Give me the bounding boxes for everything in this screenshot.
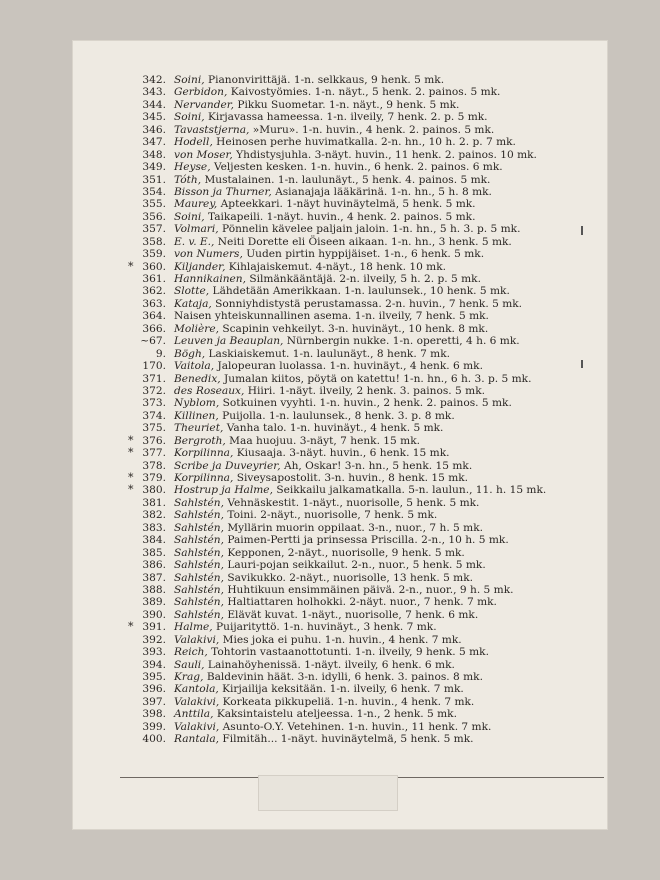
entry-details: Jumalan kiitos, pöytä on katettu! 1-n. hn., 6 h. 3. p. 5 mk. — [220, 372, 532, 385]
entry-text — [174, 310, 489, 322]
list-item — [72, 696, 608, 708]
entry-number: 373. — [142, 397, 166, 410]
list-item — [72, 323, 608, 335]
list-item — [72, 124, 608, 136]
entry-author: Sahlstén, — [174, 496, 224, 509]
list-item — [72, 186, 608, 198]
entry-text — [174, 385, 485, 397]
entry-text — [174, 659, 455, 671]
entry-text — [174, 447, 450, 459]
entry-author: Nervander, — [174, 98, 235, 111]
list-item — [72, 621, 608, 633]
entry-number: 398. — [142, 708, 166, 721]
entry-details: Yhdistysjuhla. 3-näyt. huvin., 11 henk. 2. painos. 10 mk. — [232, 148, 537, 161]
entry-number: 397. — [142, 695, 166, 708]
entry-number: 354. — [142, 185, 166, 198]
entry-text — [174, 373, 531, 385]
list-item — [72, 683, 608, 695]
list-item — [72, 522, 608, 534]
entry-details: Heinosen perhe huvimatkalla. 2-n. hn., 10 h. 2. p. 7 mk. — [212, 136, 516, 149]
list-item — [72, 161, 608, 173]
entry-author: Hannikainen, — [174, 273, 246, 285]
entry-details: Lähdetään Amerikkaan. 1-n. laulunsek., 10 henk. 5 mk. — [209, 285, 510, 298]
entry-details: Neiti Dorette eli Öiseen aikaan. 1-n. hn., 3 henk. 5 mk. — [214, 235, 512, 248]
entry-text — [174, 323, 488, 335]
list-item — [72, 149, 608, 161]
entry-author: Gerbidon, — [174, 86, 228, 99]
entry-details: Kihlajaiskemut. 4-näyt., 18 henk. 10 mk. — [225, 260, 447, 273]
entry-details: Sonniyhdistystä perustamassa. 2-n. huvin., 7 henk. 5 mk. — [211, 297, 523, 310]
list-item — [72, 174, 608, 186]
list-item — [72, 584, 608, 596]
entry-author: Anttila, — [174, 708, 214, 721]
entry-number: 346. — [142, 123, 166, 136]
entry-number: ~67. — [140, 335, 166, 348]
list-item — [72, 373, 608, 385]
list-item — [72, 646, 608, 658]
entry-author: Slotte, — [174, 285, 210, 298]
entry-number: 347. — [142, 136, 166, 149]
list-item — [72, 335, 608, 347]
list-item — [72, 733, 608, 745]
star-mark: * — [128, 483, 134, 497]
entry-text — [174, 584, 514, 596]
list-item — [72, 223, 608, 235]
entry-text — [174, 248, 484, 260]
entry-text — [174, 422, 443, 434]
entry-text — [174, 634, 462, 646]
entry-text — [174, 534, 509, 546]
entry-author: Sahlstén, — [174, 583, 224, 596]
entry-author: Soini, — [174, 210, 205, 223]
list-item — [72, 659, 608, 671]
entry-text — [174, 621, 437, 633]
entry-author: Vaitola, — [174, 360, 215, 373]
entry-details: Tohtorin vastaanottotunti. 1-n. ilveily, 9 henk. 5 mk. — [207, 646, 489, 659]
entry-text — [174, 497, 479, 509]
entry-number: 356. — [142, 210, 166, 223]
list-item — [72, 572, 608, 584]
list-item — [72, 136, 608, 148]
catalog-page — [72, 40, 608, 830]
entry-number: 9. — [155, 347, 166, 360]
entry-details: Pianonvirittäjä. 1-n. selkkaus, 9 henk. 5 mk. — [204, 74, 445, 86]
entry-author: Krag, — [174, 671, 204, 683]
entry-author: Soini, — [174, 111, 205, 124]
entry-text — [174, 733, 474, 745]
entry-number: 384. — [142, 534, 166, 547]
list-item — [72, 447, 608, 459]
entry-details: Naisen yhteiskunnallinen asema. 1-n. ilveily, 7 henk. 5 mk. — [174, 310, 489, 323]
list-item — [72, 534, 608, 546]
entry-number: 355. — [142, 198, 166, 211]
entry-text — [174, 124, 494, 136]
entry-author: Molière, — [174, 322, 219, 335]
entry-number: 358. — [142, 235, 166, 248]
paper-sticker — [258, 775, 398, 811]
entry-text — [174, 721, 491, 733]
entry-details: Seikkailu jalkamatkalla. 5-n. laulun., 11. h. 15 mk. — [272, 484, 547, 497]
entry-text — [174, 86, 500, 98]
entry-author: von Moser, — [174, 148, 233, 161]
entry-number: 363. — [142, 297, 166, 310]
entry-details: Elävät kuvat. 1-näyt., nuorisolle, 7 henk. 6 mk. — [223, 608, 479, 621]
list-item — [72, 211, 608, 223]
entry-details: »Muru». 1-n. huvin., 4 henk. 2. painos. 5 mk. — [249, 123, 495, 136]
list-item — [72, 99, 608, 111]
entry-number: 343. — [142, 86, 166, 99]
entry-author: Sauli, — [174, 658, 205, 671]
entry-text — [174, 285, 510, 297]
entry-details: Mustalainen. 1-n. laulunäyt., 5 henk. 4. painos. 5 mk. — [201, 173, 491, 186]
entry-text — [174, 136, 516, 148]
entry-details: Mies joka ei puhu. 1-n. huvin., 4 henk. 7 mk. — [219, 633, 462, 646]
entry-author: von Numers, — [174, 248, 243, 261]
entry-author: Volmari, — [174, 223, 219, 236]
list-item — [72, 310, 608, 322]
entry-text — [174, 609, 478, 621]
entry-number: 393. — [142, 646, 166, 659]
entry-number: 379. — [142, 472, 166, 484]
entry-text — [174, 547, 465, 559]
entry-details: Myllärin muorin oppilaat. 3-n., nuor., 7 h. 5 mk. — [223, 521, 483, 534]
entry-details: Kaivostyömies. 1-n. näyt., 5 henk. 2. painos. 5 mk. — [227, 86, 501, 99]
entry-author: Heyse, — [174, 161, 211, 174]
entry-text — [174, 696, 474, 708]
entry-author: Valakivi, — [174, 720, 220, 733]
star-mark: * — [128, 433, 134, 447]
list-item — [72, 198, 608, 210]
entry-details: Pikku Suometar. 1-n. näyt., 9 henk. 5 mk. — [234, 98, 460, 111]
entry-number: 381. — [142, 496, 166, 509]
list-item — [72, 634, 608, 646]
entry-text — [174, 460, 472, 472]
entry-text — [174, 522, 483, 534]
entry-text — [174, 708, 457, 720]
entry-details: Hiiri. 1-näyt. ilveily, 2 henk. 3. painos. 5 mk. — [244, 384, 485, 397]
entry-author: Kiljander, — [174, 260, 226, 273]
entry-author: Valakivi, — [174, 695, 220, 708]
list-item — [72, 708, 608, 720]
entry-author: Kataja, — [174, 297, 212, 310]
entry-number: 362. — [142, 285, 166, 298]
entry-details: Scapinin vehkeilyt. 3-n. huvinäyt., 10 henk. 8 mk. — [218, 322, 489, 335]
entry-text — [174, 572, 473, 584]
list-item — [72, 609, 608, 621]
entry-details: Vanha talo. 1-n. huvinäyt., 4 henk. 5 mk. — [223, 422, 444, 435]
entry-details: Vehnäskestit. 1-näyt., nuorisolle, 5 henk. 5 mk. — [223, 496, 480, 509]
list-item — [72, 472, 608, 484]
star-mark: * — [128, 471, 134, 484]
list-item — [72, 422, 608, 434]
entry-number: 391. — [142, 621, 166, 634]
entry-author: Sahlstén, — [174, 608, 224, 621]
list-item — [72, 261, 608, 273]
list-item — [72, 385, 608, 397]
entry-text — [174, 335, 520, 347]
entry-details: Sotkuinen vyyhti. 1-n. huvin., 2 henk. 2. painos. 5 mk. — [219, 397, 512, 410]
entry-author: Killinen, — [174, 409, 219, 422]
entry-number: 377. — [142, 447, 166, 460]
entry-number: 395. — [142, 671, 166, 683]
list-item — [72, 721, 608, 733]
entry-details: Nürnbergin nukke. 1-n. operetti, 4 h. 6 mk. — [283, 335, 520, 348]
entry-author: Soini, — [174, 74, 205, 86]
entry-text — [174, 683, 464, 695]
entry-text — [174, 149, 537, 161]
entry-author: Kantola, — [174, 683, 219, 696]
list-item — [72, 460, 608, 472]
entry-number: 351. — [142, 173, 166, 186]
list-item — [72, 509, 608, 521]
entry-details: Puijarityttö. 1-n. huvinäyt., 3 henk. 7 mk. — [212, 621, 437, 634]
entry-text — [174, 298, 522, 310]
entry-details: Ah, Oskar! 3-n. hn., 5 henk. 15 mk. — [280, 459, 473, 472]
entry-number: 345. — [142, 111, 166, 124]
entry-details: Filmitäh... 1-näyt. huvinäytelmä, 5 henk. 5 mk. — [219, 733, 474, 746]
entry-text — [174, 161, 503, 173]
entry-details: Savikukko. 2-näyt., nuorisolle, 13 henk. 5 mk. — [223, 571, 474, 584]
entry-number: 383. — [142, 521, 166, 534]
entry-number: 359. — [142, 248, 166, 261]
entry-text — [174, 186, 492, 198]
entry-details: Kaksintaistelu ateljeessa. 1-n., 2 henk. 5 mk. — [213, 708, 457, 721]
entry-number: 390. — [142, 608, 166, 621]
entry-details: Baldevinin häät. 3-n. idylli, 6 henk. 3. painos. 8 mk. — [203, 671, 483, 683]
entry-number: 380. — [142, 484, 166, 497]
play-list — [72, 74, 608, 746]
entry-number: 382. — [142, 509, 166, 522]
entry-details: Korkeata pikkupeliä. 1-n. huvin., 4 henk. 7 mk. — [219, 695, 475, 708]
entry-text — [174, 472, 468, 484]
list-item — [72, 111, 608, 123]
entry-number: 378. — [142, 459, 166, 472]
entry-text — [174, 671, 483, 683]
entry-number: 372. — [142, 384, 166, 397]
entry-author: E. v. E., — [174, 235, 215, 248]
entry-author: Sahlstén, — [174, 559, 224, 572]
entry-details: Apteekkari. 1-näyt huvinäytelmä, 5 henk. 5 mk. — [217, 198, 476, 211]
list-item — [72, 410, 608, 422]
entry-details: Laskiaiskemut. 1-n. laulunäyt., 8 henk. 7 mk. — [205, 347, 451, 360]
list-item — [72, 248, 608, 260]
entry-details: Puijolla. 1-n. laulunsek., 8 henk. 3. p. 8 mk. — [218, 409, 455, 422]
entry-author: Theuriet, — [174, 422, 224, 435]
entry-number: 360. — [142, 260, 166, 273]
entry-number: 361. — [142, 273, 166, 285]
entry-details: Lainahöyhenissä. 1-näyt. ilveily, 6 henk. 6 mk. — [204, 658, 455, 671]
entry-number: 342. — [142, 74, 166, 86]
entry-text — [174, 484, 546, 496]
entry-number: 399. — [142, 720, 166, 733]
entry-details: Taikapeili. 1-näyt. huvin., 4 henk. 2. painos. 5 mk. — [204, 210, 476, 223]
entry-number: 357. — [142, 223, 166, 236]
entry-author: Hostrup ja Halme, — [174, 484, 273, 497]
entry-number: 374. — [142, 409, 166, 422]
entry-author: Leuven ja Beauplan, — [174, 335, 284, 348]
entry-details: Silmänkääntäjä. 2-n. ilveily, 5 h. 2. p. 5 mk. — [246, 273, 481, 285]
entry-number: 386. — [142, 559, 166, 572]
list-item — [72, 547, 608, 559]
list-item — [72, 484, 608, 496]
entry-text — [174, 236, 512, 248]
list-item — [72, 497, 608, 509]
entry-text — [174, 198, 476, 210]
entry-text — [174, 410, 455, 422]
entry-author: Hodell, — [174, 136, 213, 149]
star-mark: * — [128, 620, 134, 634]
entry-details: Paimen-Pertti ja prinsessa Priscilla. 2-n., 10 h. 5 mk. — [223, 534, 509, 547]
entry-number: 364. — [142, 310, 166, 323]
list-item — [72, 273, 608, 285]
entry-text — [174, 360, 483, 372]
entry-author: Sahlstén, — [174, 546, 224, 559]
list-item — [72, 671, 608, 683]
entry-text — [174, 74, 444, 86]
entry-text — [174, 559, 486, 571]
entry-text — [174, 174, 490, 186]
entry-details: Siveysapostolit. 3-n. huvin., 8 henk. 15 mk. — [233, 472, 469, 484]
entry-text — [174, 435, 420, 447]
list-item — [72, 86, 608, 98]
entry-details: Kirjailija keksitään. 1-n. ilveily, 6 henk. 7 mk. — [218, 683, 464, 696]
entry-details: Toini. 2-näyt., nuorisolle, 7 henk. 5 mk. — [223, 509, 438, 522]
entry-author: Tóth, — [174, 173, 202, 186]
entry-author: Bisson ja Thurner, — [174, 185, 272, 198]
entry-author: Sahlstén, — [174, 571, 224, 584]
entry-author: Korpilinna, — [174, 472, 234, 484]
entry-author: Halme, — [174, 621, 213, 634]
list-item — [72, 348, 608, 360]
entry-text — [174, 509, 437, 521]
entry-text — [174, 111, 488, 123]
entry-text — [174, 646, 489, 658]
entry-number: 344. — [142, 98, 166, 111]
entry-number: 170. — [142, 360, 166, 373]
entry-details: Maa huojuu. 3-näyt, 7 henk. 15 mk. — [225, 434, 420, 447]
star-mark: * — [128, 259, 134, 273]
entry-author: des Roseaux, — [174, 384, 245, 397]
entry-text — [174, 223, 520, 235]
entry-number: 400. — [142, 733, 166, 746]
entry-number: 349. — [142, 161, 166, 174]
entry-number: 371. — [142, 372, 166, 385]
entry-number: 389. — [142, 596, 166, 609]
entry-author: Sahlstén, — [174, 534, 224, 547]
entry-number: 375. — [142, 422, 166, 435]
entry-author: Sahlstén, — [174, 596, 224, 609]
entry-number: 396. — [142, 683, 166, 696]
entry-text — [174, 397, 512, 409]
list-item — [72, 360, 608, 372]
list-item — [72, 236, 608, 248]
entry-number: 366. — [142, 322, 166, 335]
entry-author: Nyblom, — [174, 397, 220, 410]
list-item — [72, 397, 608, 409]
entry-number: 392. — [142, 633, 166, 646]
list-item — [72, 596, 608, 608]
entry-details: Kiusaaja. 3-näyt. huvin., 6 henk. 15 mk. — [233, 447, 450, 460]
entry-author: Rantala, — [174, 733, 220, 746]
entry-text — [174, 348, 450, 360]
margin-mark — [581, 226, 583, 235]
star-mark: * — [128, 446, 134, 460]
entry-number: 348. — [142, 148, 166, 161]
entry-author: Bergroth, — [174, 434, 226, 447]
entry-details: Uuden pirtin hyppijäiset. 1-n., 6 henk. 5 mk. — [242, 248, 485, 261]
list-item — [72, 435, 608, 447]
entry-author: Maurey, — [174, 198, 218, 211]
entry-details: Veljesten kesken. 1-n. huvin., 6 henk. 2. painos. 6 mk. — [210, 161, 503, 174]
entry-author: Reich, — [174, 646, 208, 659]
entry-details: Kepponen, 2-näyt., nuorisolle, 9 henk. 5 mk. — [223, 546, 465, 559]
entry-text — [174, 273, 481, 285]
list-item — [72, 285, 608, 297]
margin-mark — [581, 360, 583, 368]
entry-details: Kirjavassa hameessa. 1-n. ilveily, 7 henk. 2. p. 5 mk. — [204, 111, 488, 124]
list-item — [72, 298, 608, 310]
list-item — [72, 74, 608, 86]
entry-author: Bögh, — [174, 347, 206, 360]
entry-details: Haltiattaren holhokki. 2-näyt. nuor., 7 henk. 7 mk. — [223, 596, 497, 609]
entry-number: 394. — [142, 658, 166, 671]
entry-author: Sahlstén, — [174, 509, 224, 522]
entry-details: Huhtikuun ensimmäinen päivä. 2-n., nuor., 9 h. 5 mk. — [223, 583, 514, 596]
entry-text — [174, 261, 446, 273]
entry-details: Lauri-pojan seikkailut. 2-n., nuor., 5 henk. 5 mk. — [223, 559, 486, 572]
entry-details: Asianajaja lääkärinä. 1-n. hn., 5 h. 8 mk. — [271, 185, 492, 198]
entry-author: Benedix, — [174, 372, 221, 385]
entry-text — [174, 596, 497, 608]
entry-author: Korpilinna, — [174, 447, 234, 460]
entry-number: 387. — [142, 571, 166, 584]
list-item — [72, 559, 608, 571]
entry-author: Tavaststjerna, — [174, 123, 250, 136]
entry-details: Pönnelin kävelee paljain jaloin. 1-n. hn., 5 h. 3. p. 5 mk. — [218, 223, 521, 236]
entry-text — [174, 99, 459, 111]
entry-details: Asunto-O.Y. Vetehinen. 1-n. huvin., 11 henk. 7 mk. — [219, 720, 492, 733]
entry-text — [174, 211, 475, 223]
entry-author: Scribe ja Duveyrier, — [174, 459, 281, 472]
entry-author: Sahlstén, — [174, 521, 224, 534]
entry-number: 385. — [142, 546, 166, 559]
entry-details: Jalopeuran luolassa. 1-n. huvinäyt., 4 henk. 6 mk. — [214, 360, 483, 373]
entry-number: 388. — [142, 583, 166, 596]
entry-author: Valakivi, — [174, 633, 220, 646]
entry-number: 376. — [142, 434, 166, 447]
